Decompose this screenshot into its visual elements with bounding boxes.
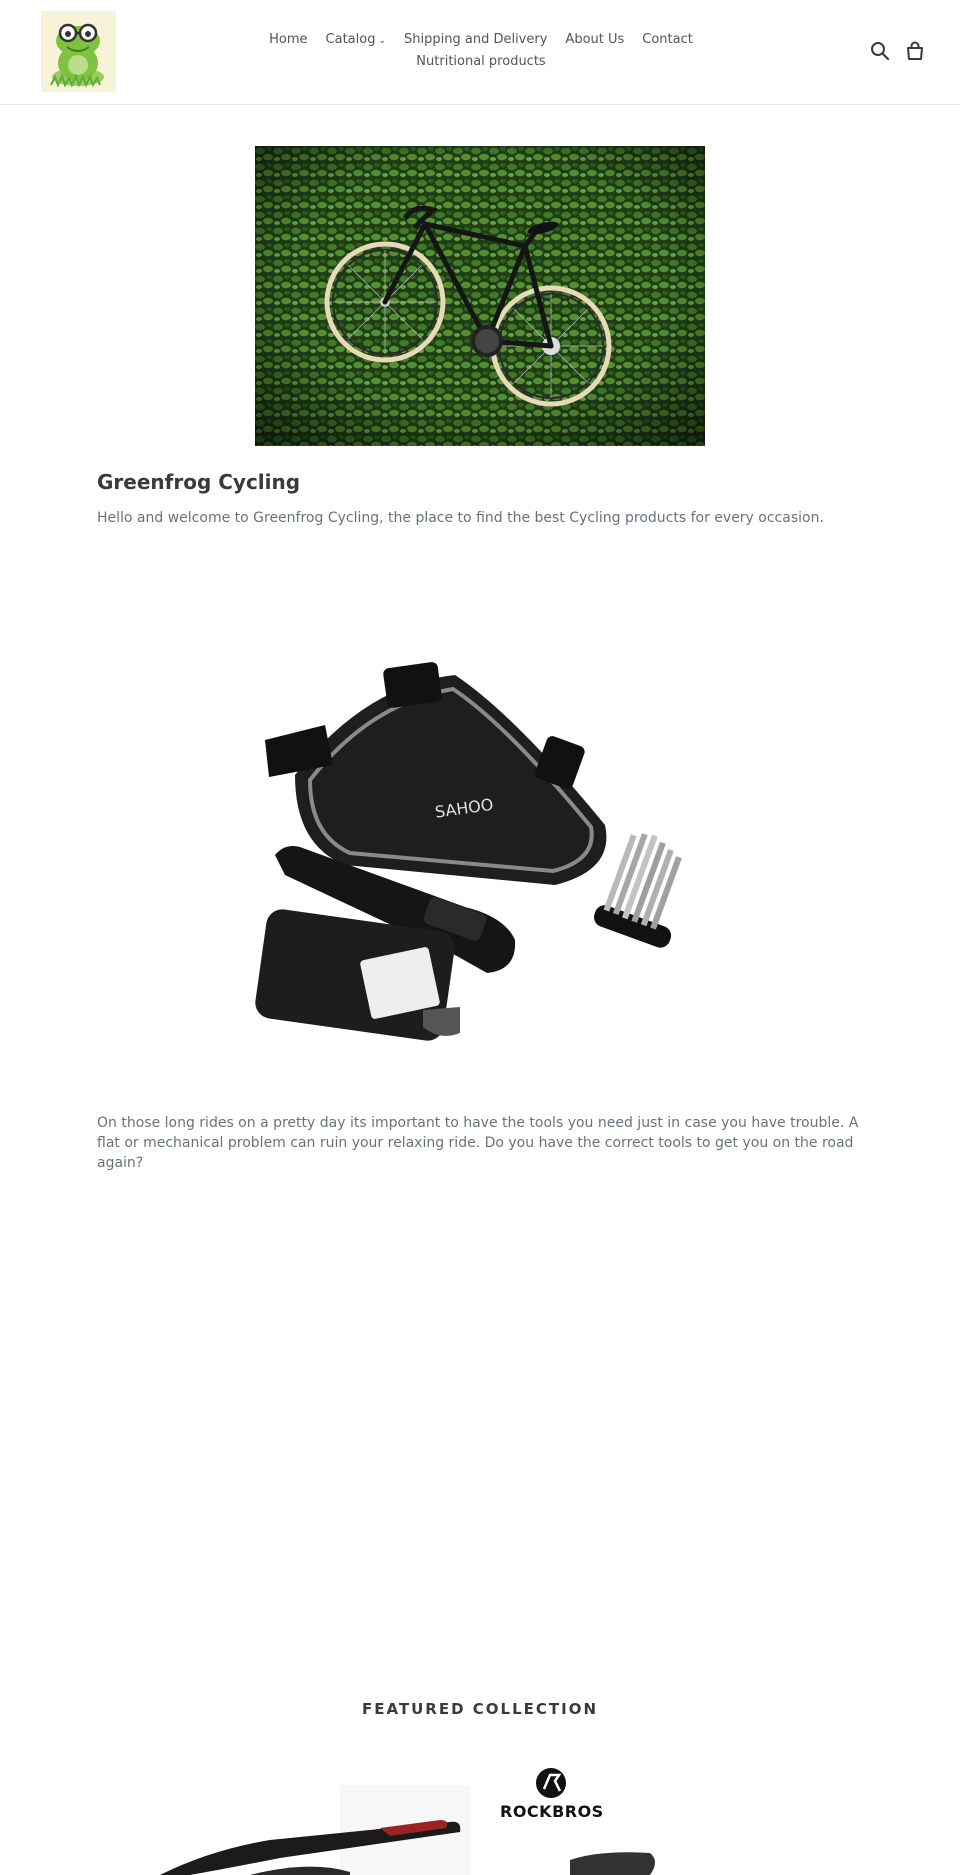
product-card-rockbros-sunglasses[interactable] — [480, 1765, 780, 1875]
bike-tool-kit-image — [255, 655, 705, 1085]
nav-about[interactable]: About Us — [565, 32, 625, 47]
main-nav-row2 — [276, 52, 686, 74]
nav-catalog-label: Catalog — [325, 32, 376, 47]
sunglasses-image-icon — [150, 1780, 470, 1875]
nav-nutritional-products[interactable]: Nutritional products — [416, 54, 546, 69]
cart-icon — [904, 40, 926, 62]
nav-shipping[interactable]: Shipping and Delivery — [404, 32, 548, 47]
search-icon — [869, 40, 891, 62]
cart-button[interactable] — [904, 40, 926, 62]
main-nav — [269, 30, 693, 52]
frog-with-glasses-logo-icon — [41, 11, 116, 92]
bicycle-on-grass-icon — [255, 146, 705, 446]
nav-catalog[interactable] — [326, 30, 386, 52]
nav-home[interactable]: Home — [269, 32, 308, 47]
search-button[interactable] — [869, 40, 891, 62]
frame-bag-pump-tool-icon — [255, 655, 705, 1085]
site-header — [0, 0, 960, 105]
hero-bicycle-image — [255, 146, 705, 446]
product-brand-label: ROCKBROS — [500, 1802, 604, 1821]
kit-brand-label: SAHOO — [433, 794, 495, 822]
nav-contact[interactable]: Contact — [642, 32, 693, 47]
intro-text: Hello and welcome to Greenfrog Cycling, the place to find the best Cycling products for every occasion. — [97, 510, 824, 526]
featured-collection-heading: FEATURED COLLECTION — [361, 1700, 599, 1718]
page-title: Greenfrog Cycling — [97, 470, 301, 494]
tools-description: On those long rides on a pretty day its important to have the tools you need just in case you have trouble. A flat or mechanical problem can ruin your relaxing ride. Do you have the correct tools to get you on the road again? — [97, 1115, 859, 1171]
frog-logo[interactable] — [41, 11, 116, 92]
chevron-down-icon: ⌄ — [378, 36, 387, 46]
product-card-sunglasses-1[interactable] — [150, 1780, 470, 1875]
